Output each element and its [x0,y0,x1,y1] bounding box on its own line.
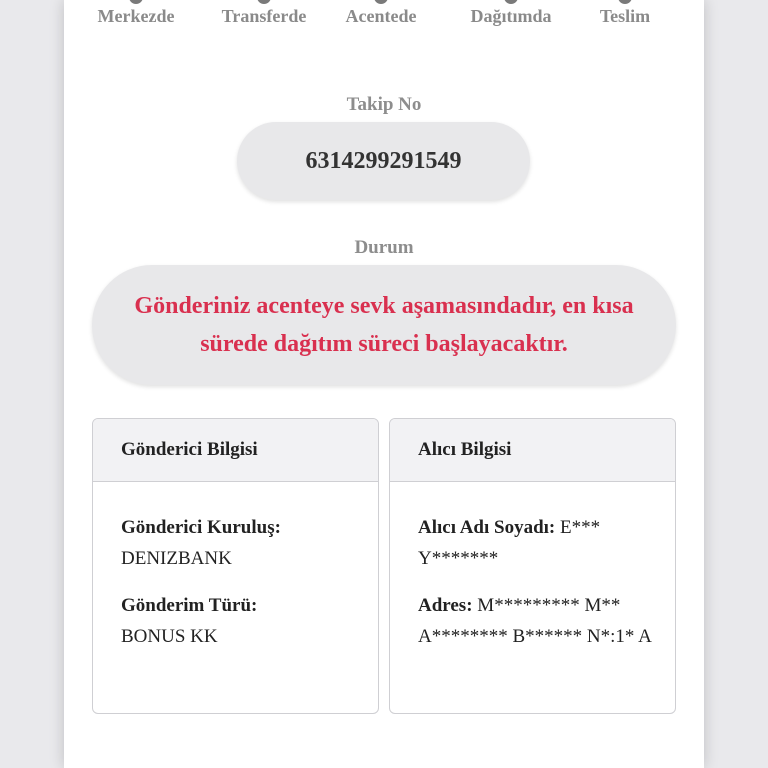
receiver-name-value: E*** Y******* [418,517,601,569]
receiver-info-card [389,418,676,714]
status-message: Gönderiniz acenteye sevk aşamasındadır, en kısa sürede dağıtım süreci başlayacaktır. [92,265,676,385]
tracking-number-label: Takip No [346,94,422,115]
step-label: Merkezde [97,6,175,26]
shipment-type-field [121,590,356,652]
receiver-name-field [418,512,653,574]
step-dot-icon [129,0,143,4]
sender-org-label: Gönderici Kuruluş: [121,517,281,538]
step-dot-icon [504,0,518,4]
step-label: Dağıtımda [470,6,552,26]
sender-org-value: DENIZBANK [121,548,232,569]
shipment-progress-steps [64,0,704,34]
receiver-address-value: M********* M** A******** B****** N*:1* A [418,595,652,647]
step-label: Acentede [345,6,417,26]
sender-org-field [121,512,356,574]
tracking-page [64,0,704,768]
receiver-address-field [418,590,653,652]
receiver-address-label: Adres: [418,595,473,616]
step-label: Teslim [599,6,651,26]
step-dot-icon [618,0,632,4]
step-label: Transferde [221,6,307,26]
step-dot-icon [374,0,388,4]
receiver-info-title: Alıcı Bilgisi [390,419,675,482]
receiver-name-label: Alıcı Adı Soyadı: [418,517,556,538]
step-dot-icon [257,0,271,4]
sender-info-body [93,482,378,652]
sender-info-title: Gönderici Bilgisi [93,419,378,482]
sender-info-card [92,418,379,714]
tracking-number-value: 6314299291549 [237,122,530,200]
receiver-info-body [390,482,675,652]
status-label: Durum [354,237,414,258]
shipment-type-label: Gönderim Türü: [121,595,258,616]
shipment-type-value: BONUS KK [121,626,218,647]
